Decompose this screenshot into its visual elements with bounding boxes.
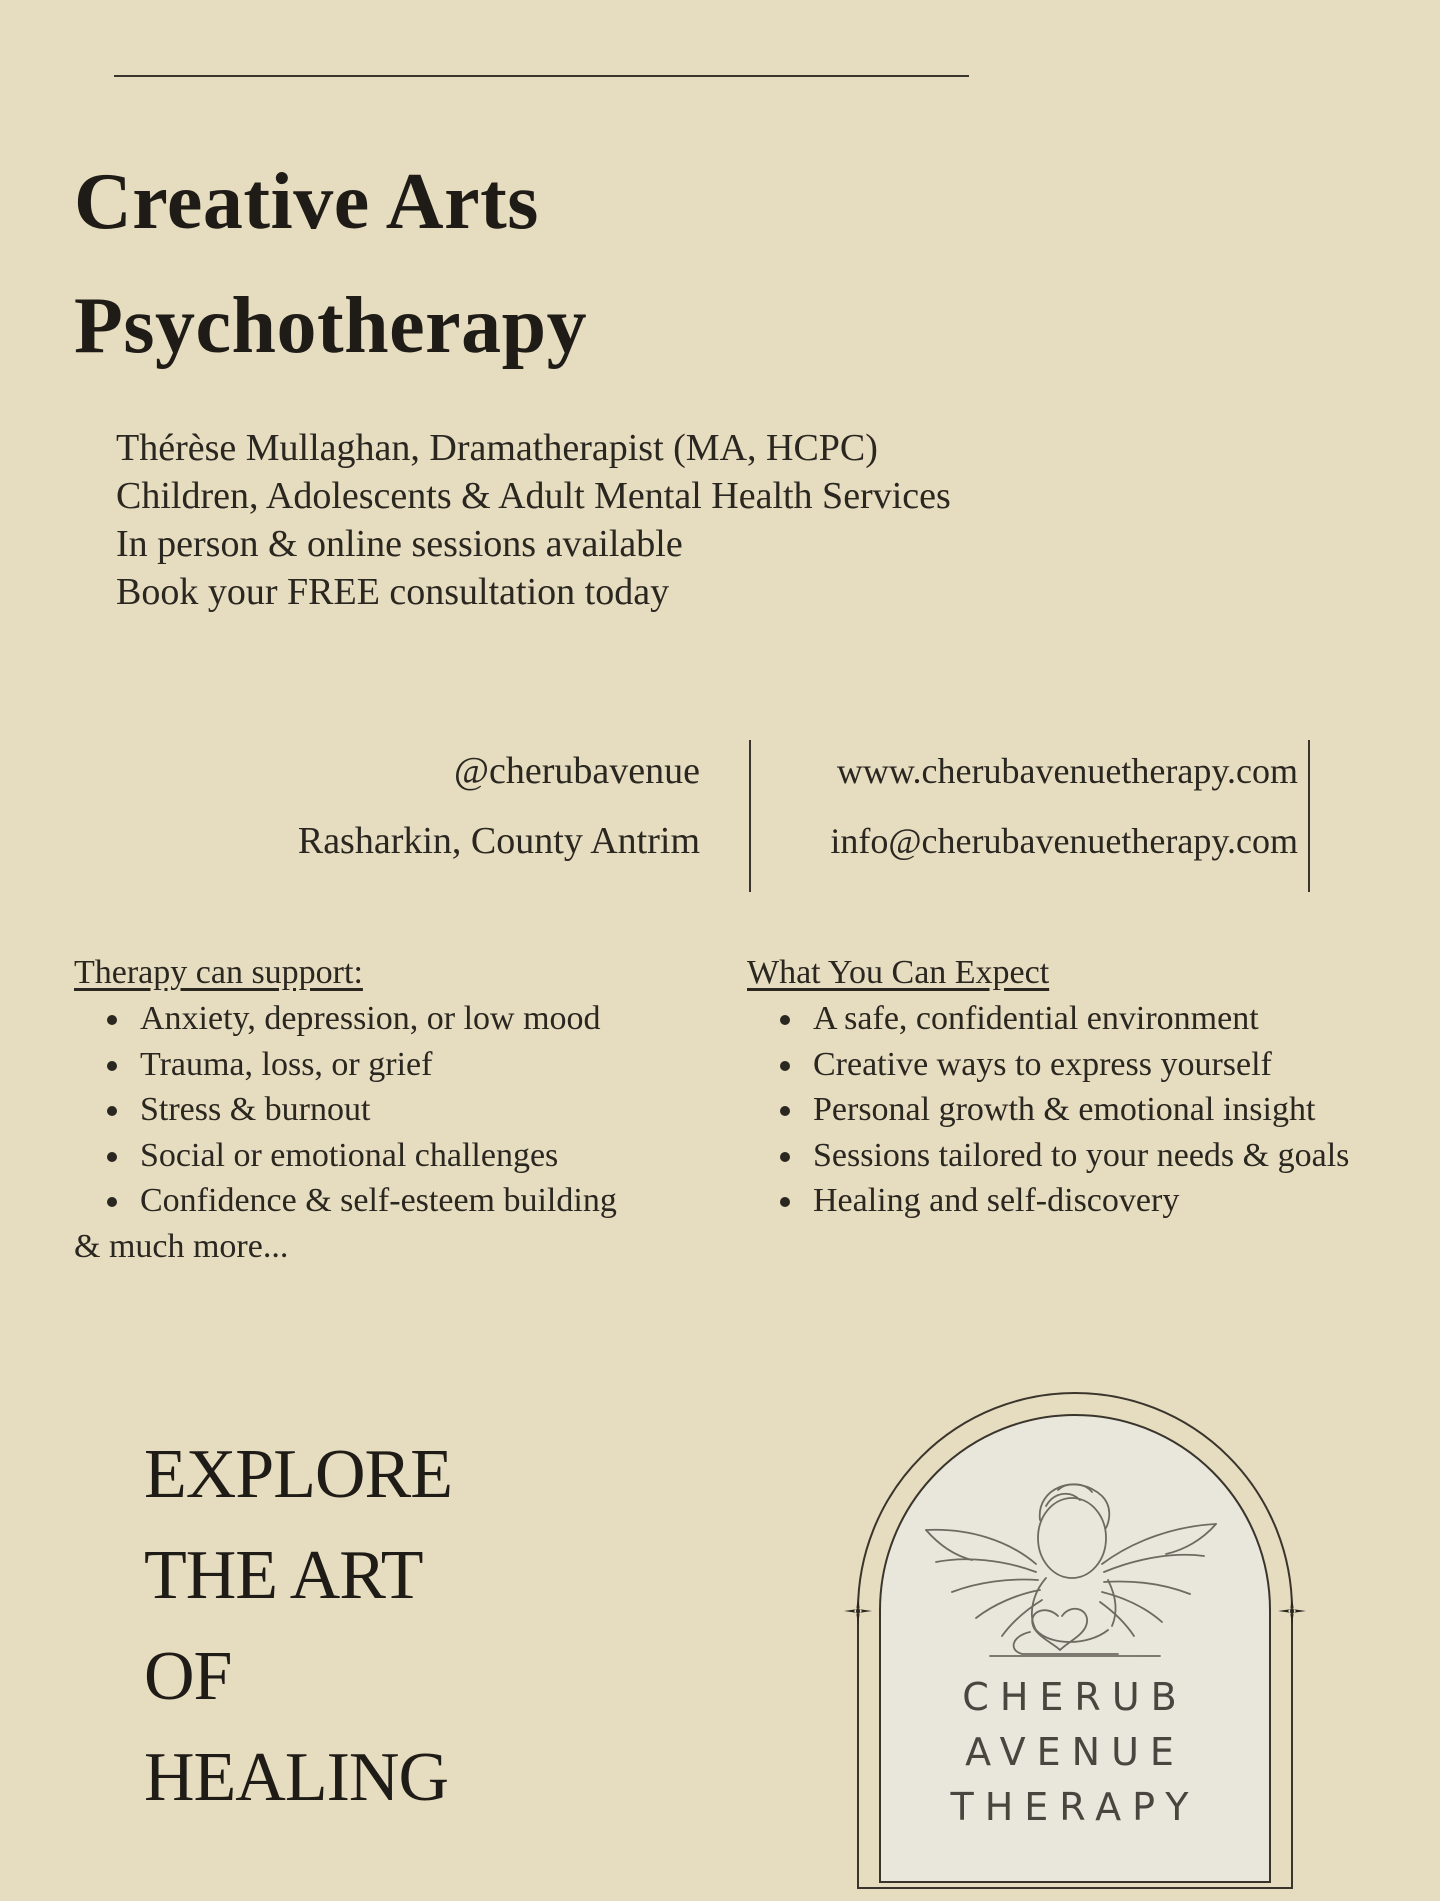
- expect-section: [747, 950, 1349, 1224]
- slogan-line-4: HEALING: [144, 1739, 449, 1816]
- top-divider: [114, 75, 969, 77]
- consultation-line: Book your FREE consultation today: [116, 571, 670, 613]
- slogan: [144, 1424, 452, 1828]
- contact-left: [200, 746, 700, 886]
- logo-text-avenue: AVENUE: [965, 1730, 1185, 1774]
- list-item: Personal growth & emotional insight: [747, 1087, 1349, 1133]
- list-item: Anxiety, depression, or low mood: [74, 996, 617, 1042]
- logo-text-therapy: THERAPY: [950, 1785, 1200, 1829]
- expect-heading: What You Can Expect: [747, 954, 1050, 991]
- slogan-line-3: OF: [144, 1638, 232, 1715]
- location: Rasharkin, County Antrim: [297, 820, 700, 862]
- list-item: Healing and self-discovery: [747, 1178, 1349, 1224]
- slogan-line-2: THE ART: [144, 1537, 423, 1614]
- support-list: [74, 996, 617, 1224]
- services-line: Children, Adolescents & Adult Mental Health Services: [116, 475, 951, 517]
- logo-text-cherub: CHERUB: [962, 1675, 1188, 1719]
- email-link: info@cherubavenuetherapy.com: [830, 821, 1298, 861]
- sparkle-icon: [844, 1597, 872, 1625]
- contact-right: [766, 746, 1298, 886]
- sessions-line: In person & online sessions available: [116, 523, 683, 565]
- intro-block: [116, 424, 951, 616]
- list-item: Sessions tailored to your needs & goals: [747, 1133, 1349, 1179]
- support-more: & much more...: [74, 1227, 289, 1265]
- contact-divider-left: [749, 740, 751, 892]
- support-section: [74, 950, 617, 1270]
- list-item: Confidence & self-esteem building: [74, 1178, 617, 1224]
- website-link: www.cherubavenuetherapy.com: [836, 751, 1298, 791]
- list-item: Creative ways to express yourself: [747, 1042, 1349, 1088]
- therapist-credentials: Thérèse Mullaghan, Dramatherapist (MA, HCPC): [116, 427, 878, 469]
- slogan-line-1: EXPLORE: [144, 1436, 452, 1513]
- list-item: A safe, confidential environment: [747, 996, 1349, 1042]
- page-title: [74, 140, 587, 388]
- contact-divider-right: [1308, 740, 1310, 892]
- cherub-avenue-logo: [840, 1360, 1310, 1890]
- title-line-1: Creative Arts: [74, 158, 539, 246]
- expect-list: [747, 996, 1349, 1224]
- title-line-2: Psychotherapy: [74, 282, 588, 370]
- sparkle-icon: [1278, 1597, 1306, 1625]
- social-handle: @cherubavenue: [454, 750, 700, 792]
- list-item: Stress & burnout: [74, 1087, 617, 1133]
- list-item: Trauma, loss, or grief: [74, 1042, 617, 1088]
- list-item: Social or emotional challenges: [74, 1133, 617, 1179]
- support-heading: Therapy can support:: [74, 954, 363, 991]
